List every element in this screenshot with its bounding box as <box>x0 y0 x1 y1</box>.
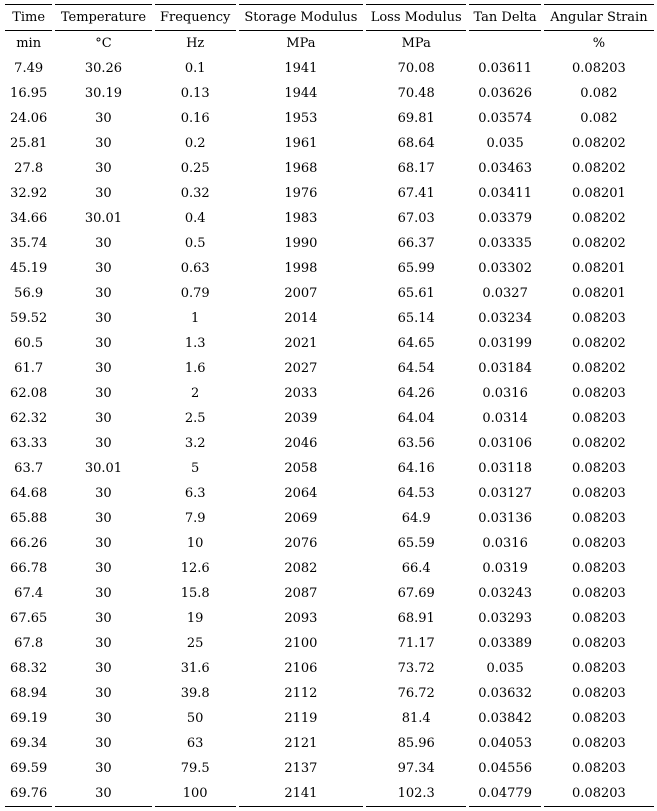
cell-temperature: 30 <box>95 536 112 551</box>
cell-storage-modulus: 2082 <box>284 561 318 576</box>
cell-angular-strain: 0.08201 <box>572 286 626 301</box>
cell-time: 67.8 <box>14 636 44 651</box>
cell-frequency: 1 <box>191 311 200 326</box>
table-row <box>5 706 654 731</box>
cell-loss-modulus: 64.16 <box>397 461 435 476</box>
cell-temperature: 30 <box>55 781 151 807</box>
cell-angular-strain: 0.08201 <box>572 261 626 276</box>
cell-frequency: 0.4 <box>184 211 206 226</box>
cell-storage-modulus: 1944 <box>284 86 318 101</box>
cell-time: 69.19 <box>10 711 48 726</box>
cell-loss-modulus: 67.41 <box>397 186 435 201</box>
cell-storage-modulus: 2119 <box>284 711 318 726</box>
cell-temperature: 30 <box>95 361 112 376</box>
cell-tan-delta: 0.03611 <box>478 61 532 76</box>
cell-tan-delta: 0.04779 <box>469 781 540 807</box>
cell-frequency: 2 <box>191 386 200 401</box>
cell-storage-modulus: 2100 <box>284 636 318 651</box>
cell-temperature: 30.26 <box>84 61 123 76</box>
cell-tan-delta: 0.03389 <box>478 636 532 651</box>
cell-loss-modulus: 68.91 <box>397 611 435 626</box>
cell-storage-modulus: 1998 <box>284 261 318 276</box>
cell-temperature: 30 <box>95 686 112 701</box>
table-row <box>5 431 654 456</box>
cell-temperature: 30 <box>95 736 112 751</box>
cell-loss-modulus: 65.59 <box>397 536 435 551</box>
cell-angular-strain: 0.08203 <box>572 586 626 601</box>
cell-frequency: 0.25 <box>180 161 210 176</box>
cell-time: 69.34 <box>10 736 48 751</box>
cell-time: 64.68 <box>10 486 48 501</box>
cell-temperature: 30 <box>95 611 112 626</box>
cell-frequency: 6.3 <box>184 486 206 501</box>
table-row <box>5 506 654 531</box>
cell-temperature: 30 <box>95 636 112 651</box>
cell-frequency: 50 <box>186 711 204 726</box>
table-row <box>5 256 654 281</box>
cell-tan-delta: 0.03411 <box>478 186 532 201</box>
unit-angular-strain: % <box>592 36 606 51</box>
cell-temperature: 30 <box>95 386 112 401</box>
cell-loss-modulus: 73.72 <box>397 661 435 676</box>
cell-angular-strain: 0.08203 <box>572 461 626 476</box>
cell-temperature: 30.19 <box>84 86 123 101</box>
cell-loss-modulus: 67.03 <box>397 211 435 226</box>
table-row <box>5 206 654 231</box>
cell-loss-modulus: 69.81 <box>397 111 435 126</box>
table-row <box>5 656 654 681</box>
cell-loss-modulus: 64.54 <box>397 361 435 376</box>
cell-time: 34.66 <box>10 211 48 226</box>
cell-storage-modulus: 2014 <box>284 311 318 326</box>
cell-angular-strain: 0.08203 <box>572 536 626 551</box>
cell-angular-strain: 0.082 <box>580 86 618 101</box>
cell-time: 35.74 <box>10 236 48 251</box>
cell-time: 65.88 <box>10 511 48 526</box>
cell-storage-modulus: 1983 <box>284 211 318 226</box>
table-row <box>5 756 654 781</box>
cell-loss-modulus: 64.53 <box>397 486 435 501</box>
unit-temperature: °C <box>95 36 112 51</box>
cell-tan-delta: 0.03136 <box>478 511 532 526</box>
cell-tan-delta: 0.03842 <box>478 711 532 726</box>
cell-storage-modulus: 2021 <box>284 336 318 351</box>
column-header-storage-modulus: Storage Modulus <box>239 4 363 31</box>
cell-loss-modulus: 70.08 <box>397 61 435 76</box>
cell-temperature: 30 <box>95 486 112 501</box>
unit-frequency: Hz <box>186 36 205 51</box>
cell-angular-strain: 0.08203 <box>572 636 626 651</box>
cell-tan-delta: 0.0319 <box>482 561 528 576</box>
cell-storage-modulus: 2007 <box>284 286 318 301</box>
cell-angular-strain: 0.08203 <box>572 386 626 401</box>
table-row <box>5 131 654 156</box>
cell-storage-modulus: 1953 <box>284 111 318 126</box>
cell-time: 66.26 <box>10 536 48 551</box>
table-row <box>5 481 654 506</box>
units-row <box>5 31 654 56</box>
cell-storage-modulus: 1961 <box>284 136 318 151</box>
cell-temperature: 30 <box>95 336 112 351</box>
table-head <box>5 4 654 56</box>
cell-loss-modulus: 81.4 <box>401 711 431 726</box>
unit-time: min <box>16 36 42 51</box>
cell-storage-modulus: 2027 <box>284 361 318 376</box>
cell-loss-modulus: 64.65 <box>397 336 435 351</box>
cell-angular-strain: 0.08202 <box>572 236 626 251</box>
cell-storage-modulus: 2058 <box>284 461 318 476</box>
cell-angular-strain: 0.08203 <box>572 611 626 626</box>
cell-time: 27.8 <box>14 161 44 176</box>
table-row <box>5 406 654 431</box>
cell-storage-modulus: 2039 <box>284 411 318 426</box>
cell-storage-modulus: 2069 <box>284 511 318 526</box>
cell-frequency: 7.9 <box>184 511 206 526</box>
cell-tan-delta: 0.03632 <box>478 686 532 701</box>
table-row <box>5 156 654 181</box>
cell-tan-delta: 0.03463 <box>478 161 532 176</box>
cell-angular-strain: 0.08203 <box>572 486 626 501</box>
cell-time: 45.19 <box>10 261 48 276</box>
table-row <box>5 781 654 807</box>
cell-tan-delta: 0.0316 <box>482 386 528 401</box>
table-row <box>5 306 654 331</box>
table-row <box>5 606 654 631</box>
cell-temperature: 30.01 <box>84 461 123 476</box>
cell-temperature: 30.01 <box>84 211 123 226</box>
cell-time: 66.78 <box>10 561 48 576</box>
cell-loss-modulus: 102.3 <box>366 781 466 807</box>
cell-loss-modulus: 70.48 <box>397 86 435 101</box>
cell-frequency: 2.5 <box>184 411 206 426</box>
cell-time: 67.4 <box>14 586 44 601</box>
cell-temperature: 30 <box>95 136 112 151</box>
cell-time: 32.92 <box>10 186 48 201</box>
cell-temperature: 30 <box>95 711 112 726</box>
cell-angular-strain: 0.082 <box>580 111 618 126</box>
table-row <box>5 556 654 581</box>
unit-storage-modulus: MPa <box>286 36 316 51</box>
cell-tan-delta: 0.03199 <box>478 336 532 351</box>
table-row <box>5 731 654 756</box>
cell-temperature: 30 <box>95 411 112 426</box>
cell-angular-strain: 0.08203 <box>572 736 626 751</box>
cell-storage-modulus: 1976 <box>284 186 318 201</box>
cell-time: 16.95 <box>10 86 48 101</box>
unit-tan-delta <box>469 31 540 56</box>
cell-frequency: 10 <box>186 536 204 551</box>
cell-time: 56.9 <box>14 286 44 301</box>
cell-time: 62.08 <box>10 386 48 401</box>
cell-angular-strain: 0.08203 <box>544 781 654 807</box>
cell-frequency: 12.6 <box>180 561 210 576</box>
cell-frequency: 63 <box>186 736 204 751</box>
cell-angular-strain: 0.08203 <box>572 411 626 426</box>
cell-frequency: 100 <box>155 781 236 807</box>
cell-tan-delta: 0.04556 <box>478 761 532 776</box>
unit-loss-modulus: MPa <box>401 36 431 51</box>
cell-loss-modulus: 67.69 <box>397 586 435 601</box>
table-row <box>5 106 654 131</box>
cell-storage-modulus: 1941 <box>284 61 318 76</box>
cell-angular-strain: 0.08202 <box>572 361 626 376</box>
table-row <box>5 181 654 206</box>
cell-tan-delta: 0.04053 <box>478 736 532 751</box>
cell-frequency: 19 <box>186 611 204 626</box>
cell-frequency: 3.2 <box>184 436 206 451</box>
cell-angular-strain: 0.08203 <box>572 61 626 76</box>
cell-angular-strain: 0.08203 <box>572 311 626 326</box>
table-row <box>5 281 654 306</box>
cell-loss-modulus: 85.96 <box>397 736 435 751</box>
cell-time: 69.59 <box>10 761 48 776</box>
cell-tan-delta: 0.03302 <box>478 261 532 276</box>
column-header-frequency: Frequency <box>155 4 236 31</box>
cell-frequency: 1.3 <box>184 336 206 351</box>
cell-angular-strain: 0.08203 <box>572 711 626 726</box>
cell-storage-modulus: 2112 <box>284 686 318 701</box>
cell-tan-delta: 0.03379 <box>478 211 532 226</box>
cell-loss-modulus: 64.26 <box>397 386 435 401</box>
cell-angular-strain: 0.08201 <box>572 186 626 201</box>
cell-time: 67.65 <box>10 611 48 626</box>
cell-tan-delta: 0.03184 <box>478 361 532 376</box>
cell-storage-modulus: 1968 <box>284 161 318 176</box>
cell-loss-modulus: 64.9 <box>401 511 431 526</box>
cell-time: 68.32 <box>10 661 48 676</box>
cell-time: 7.49 <box>14 61 44 76</box>
table-row <box>5 456 654 481</box>
column-header-angular-strain: Angular Strain <box>544 4 654 31</box>
cell-frequency: 0.1 <box>184 61 206 76</box>
cell-frequency: 15.8 <box>180 586 210 601</box>
cell-temperature: 30 <box>95 311 112 326</box>
cell-frequency: 0.5 <box>184 236 206 251</box>
cell-storage-modulus: 2093 <box>284 611 318 626</box>
cell-loss-modulus: 68.17 <box>397 161 435 176</box>
cell-angular-strain: 0.08202 <box>572 436 626 451</box>
cell-storage-modulus: 2076 <box>284 536 318 551</box>
cell-loss-modulus: 68.64 <box>397 136 435 151</box>
table-row <box>5 81 654 106</box>
table-row <box>5 531 654 556</box>
cell-frequency: 25 <box>186 636 204 651</box>
cell-time: 25.81 <box>10 136 48 151</box>
cell-time: 61.7 <box>14 361 44 376</box>
cell-storage-modulus: 2106 <box>284 661 318 676</box>
cell-angular-strain: 0.08203 <box>572 761 626 776</box>
cell-temperature: 30 <box>95 761 112 776</box>
cell-temperature: 30 <box>95 161 112 176</box>
cell-tan-delta: 0.035 <box>486 136 524 151</box>
cell-frequency: 79.5 <box>180 761 210 776</box>
cell-storage-modulus: 2137 <box>284 761 318 776</box>
data-table <box>2 4 657 807</box>
cell-time: 63.7 <box>14 461 44 476</box>
column-header-loss-modulus: Loss Modulus <box>366 4 466 31</box>
header-row <box>5 4 654 31</box>
cell-temperature: 30 <box>95 586 112 601</box>
table-body <box>5 56 654 807</box>
cell-angular-strain: 0.08202 <box>572 336 626 351</box>
cell-loss-modulus: 97.34 <box>397 761 435 776</box>
table-row <box>5 631 654 656</box>
table-row <box>5 356 654 381</box>
cell-storage-modulus: 2033 <box>284 386 318 401</box>
cell-loss-modulus: 66.37 <box>397 236 435 251</box>
cell-loss-modulus: 71.17 <box>397 636 435 651</box>
cell-temperature: 30 <box>95 511 112 526</box>
cell-temperature: 30 <box>95 661 112 676</box>
cell-angular-strain: 0.08203 <box>572 686 626 701</box>
cell-temperature: 30 <box>95 261 112 276</box>
cell-time: 69.76 <box>5 781 52 807</box>
cell-angular-strain: 0.08202 <box>572 161 626 176</box>
cell-temperature: 30 <box>95 186 112 201</box>
cell-angular-strain: 0.08202 <box>572 136 626 151</box>
cell-tan-delta: 0.03234 <box>478 311 532 326</box>
cell-temperature: 30 <box>95 436 112 451</box>
cell-frequency: 0.63 <box>180 261 210 276</box>
cell-angular-strain: 0.08203 <box>572 661 626 676</box>
table-row <box>5 381 654 406</box>
cell-temperature: 30 <box>95 561 112 576</box>
cell-frequency: 1.6 <box>184 361 206 376</box>
cell-frequency: 0.13 <box>180 86 210 101</box>
cell-time: 60.5 <box>14 336 44 351</box>
cell-frequency: 0.16 <box>180 111 210 126</box>
cell-tan-delta: 0.035 <box>486 661 524 676</box>
cell-loss-modulus: 65.61 <box>397 286 435 301</box>
cell-tan-delta: 0.03574 <box>478 111 532 126</box>
column-header-tan-delta: Tan Delta <box>469 4 540 31</box>
cell-frequency: 0.32 <box>180 186 210 201</box>
cell-storage-modulus: 2141 <box>239 781 363 807</box>
cell-temperature: 30 <box>95 111 112 126</box>
cell-time: 63.33 <box>10 436 48 451</box>
cell-angular-strain: 0.08203 <box>572 561 626 576</box>
cell-angular-strain: 0.08202 <box>572 211 626 226</box>
cell-loss-modulus: 65.14 <box>397 311 435 326</box>
cell-tan-delta: 0.03127 <box>478 486 532 501</box>
cell-time: 59.52 <box>10 311 48 326</box>
cell-tan-delta: 0.03293 <box>478 611 532 626</box>
cell-loss-modulus: 65.99 <box>397 261 435 276</box>
cell-tan-delta: 0.0314 <box>482 411 528 426</box>
cell-temperature: 30 <box>95 236 112 251</box>
table-row <box>5 681 654 706</box>
cell-temperature: 30 <box>95 286 112 301</box>
cell-frequency: 0.2 <box>184 136 206 151</box>
table-row <box>5 231 654 256</box>
cell-storage-modulus: 2046 <box>284 436 318 451</box>
cell-loss-modulus: 76.72 <box>397 686 435 701</box>
cell-storage-modulus: 2087 <box>284 586 318 601</box>
cell-storage-modulus: 1990 <box>284 236 318 251</box>
cell-frequency: 31.6 <box>180 661 210 676</box>
table-row <box>5 581 654 606</box>
cell-tan-delta: 0.0327 <box>482 286 528 301</box>
cell-tan-delta: 0.03106 <box>478 436 532 451</box>
cell-frequency: 39.8 <box>180 686 210 701</box>
cell-angular-strain: 0.08203 <box>572 511 626 526</box>
cell-loss-modulus: 66.4 <box>401 561 431 576</box>
cell-tan-delta: 0.03118 <box>478 461 532 476</box>
cell-time: 24.06 <box>10 111 48 126</box>
cell-frequency: 5 <box>191 461 200 476</box>
cell-tan-delta: 0.03626 <box>478 86 532 101</box>
column-header-time: Time <box>5 4 52 31</box>
cell-storage-modulus: 2064 <box>284 486 318 501</box>
table-row <box>5 331 654 356</box>
cell-tan-delta: 0.03335 <box>478 236 532 251</box>
table-row <box>5 56 654 81</box>
cell-loss-modulus: 64.04 <box>397 411 435 426</box>
cell-storage-modulus: 2121 <box>284 736 318 751</box>
cell-frequency: 0.79 <box>180 286 210 301</box>
column-header-temperature: Temperature <box>55 4 151 31</box>
cell-loss-modulus: 63.56 <box>397 436 435 451</box>
cell-tan-delta: 0.0316 <box>482 536 528 551</box>
cell-tan-delta: 0.03243 <box>478 586 532 601</box>
cell-time: 68.94 <box>10 686 48 701</box>
cell-time: 62.32 <box>10 411 48 426</box>
